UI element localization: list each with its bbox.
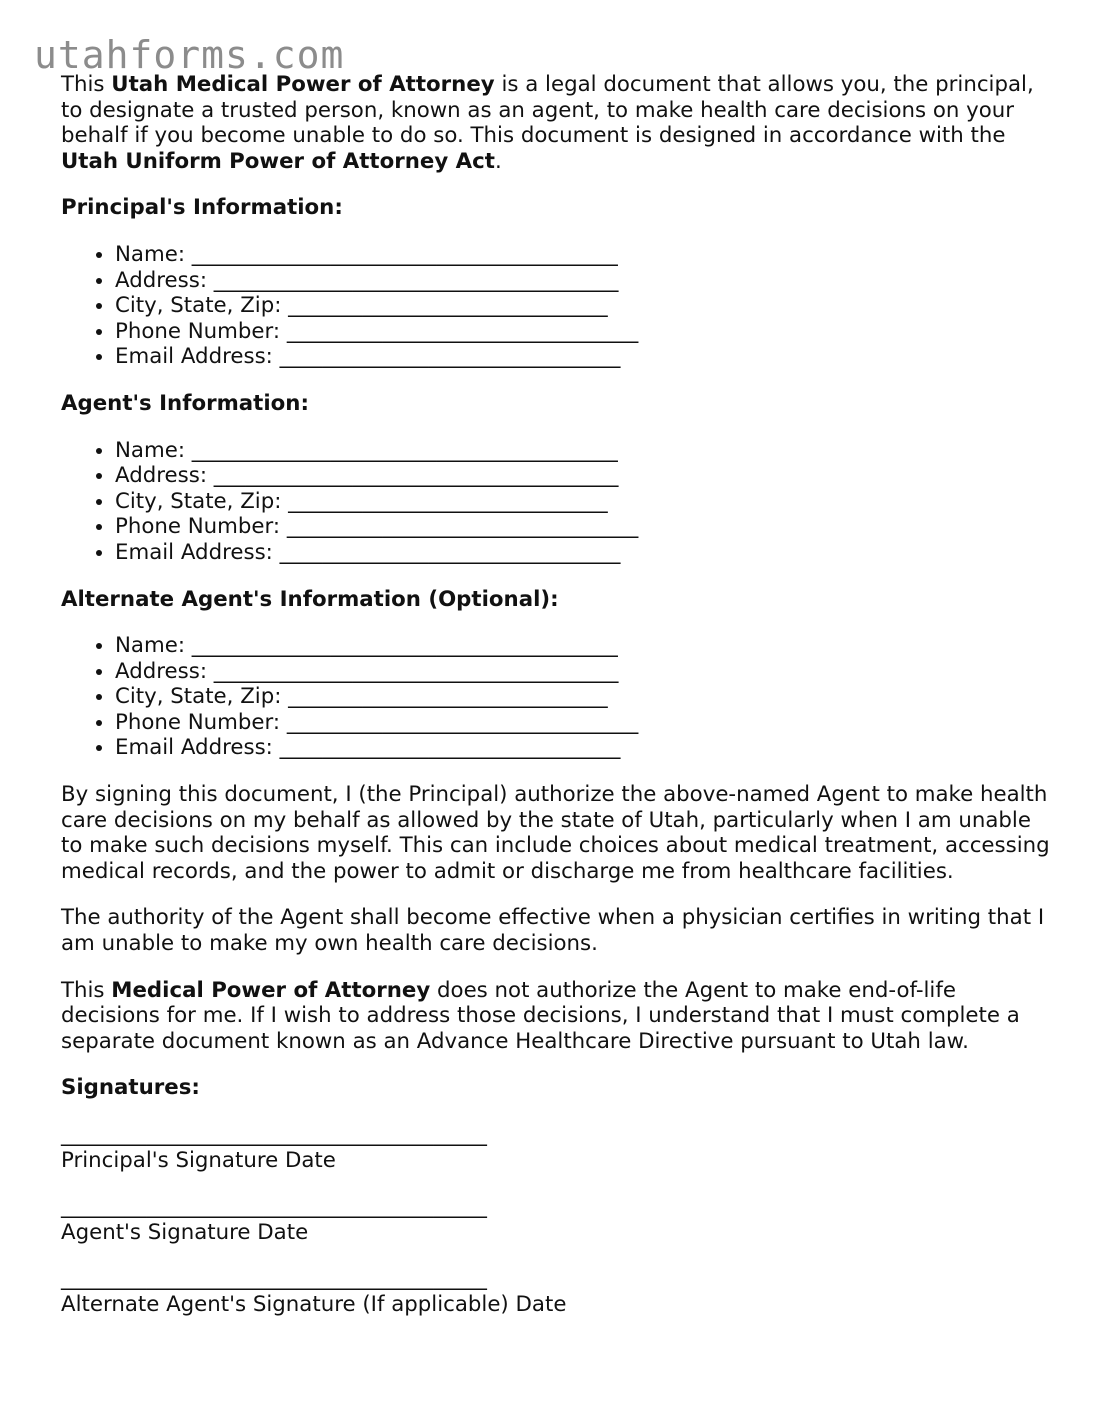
scope-text: This [61, 977, 112, 1003]
agent-heading: Agent's Information: [61, 390, 309, 416]
intro-text: This [61, 72, 112, 97]
intro-text: is a legal document that allows you, the principal, to designate a trusted person, known as an agent, to make health care decisions on your behalf if you become unable to do so. This document is designed in accordance with the [61, 72, 1034, 149]
scope-paragraph [61, 978, 1051, 1055]
principal-city-state-zip-field[interactable]: • City, State, Zip: ______________________________ [115, 293, 1051, 319]
agent-signature-label: Agent's Signature Date [61, 1219, 309, 1245]
alternate-signature-block [61, 1266, 1051, 1317]
effective-paragraph: The authority of the Agent shall become effective when a physician certifies in writing that I am unable to make my own health care decisions. [61, 905, 1045, 957]
alternate-email-field[interactable]: • Email Address: ________________________________ [115, 735, 1051, 761]
principal-phone-field[interactable]: • Phone Number: _________________________________ [115, 319, 1051, 345]
document-body [61, 72, 1051, 1339]
scope-text: does not authorize the Agent to make end-of-life decisions for me. If I wish to address those decisions, I understand that I must complete a separate document known as an Advance Healthcare Directive pursuant to Utah law. [61, 977, 1020, 1054]
principal-email-field[interactable]: • Email Address: ________________________________ [115, 344, 1051, 370]
alternate-agent-heading: Alternate Agent's Information (Optional): [61, 586, 559, 612]
alternate-address-field[interactable]: • Address: ______________________________________ [115, 659, 1051, 685]
alternate-name-field[interactable]: • Name: ________________________________________ [115, 633, 1051, 659]
scope-bold-title: Medical Power of Attorney [111, 977, 431, 1003]
agent-city-state-zip-field[interactable]: • City, State, Zip: ______________________________ [115, 489, 1051, 515]
signatures-heading: Signatures: [61, 1075, 200, 1101]
alternate-phone-field[interactable]: • Phone Number: _________________________________ [115, 710, 1051, 736]
principal-name-field[interactable]: • Name: ________________________________________ [115, 242, 1051, 268]
principal-signature-label: Principal's Signature Date [61, 1147, 336, 1173]
principal-fields [61, 242, 1051, 370]
agent-signature-line[interactable]: ________________________________________ [61, 1194, 487, 1220]
principal-address-field[interactable]: • Address: ______________________________________ [115, 268, 1051, 294]
agent-address-field[interactable]: • Address: ______________________________________ [115, 463, 1051, 489]
principal-signature-line[interactable]: ________________________________________ [61, 1122, 487, 1147]
authorization-paragraph: By signing this document, I (the Principal) authorize the above-named Agent to make health care decisions on my behalf as allowed by the state of Utah, particularly when I am unable to make such decisions myself. This can include choices about medical treatment, accessing medical records, and the power to admit or discharge me from healthcare facilities. [61, 782, 1050, 884]
agent-signature-block [61, 1194, 1051, 1245]
principal-heading: Principal's Information: [61, 195, 343, 221]
alternate-agent-fields [61, 633, 1051, 761]
alternate-city-state-zip-field[interactable]: • City, State, Zip: ______________________________ [115, 684, 1051, 710]
intro-paragraph [61, 72, 1051, 174]
intro-bold-act: Utah Uniform Power of Attorney Act [61, 148, 495, 174]
alternate-signature-label: Alternate Agent's Signature (If applicable) Date [61, 1291, 567, 1317]
agent-email-field[interactable]: • Email Address: ________________________________ [115, 540, 1051, 566]
agent-phone-field[interactable]: • Phone Number: _________________________________ [115, 514, 1051, 540]
watermark-logo: utahforms.com [34, 33, 345, 77]
agent-name-field[interactable]: • Name: ________________________________________ [115, 438, 1051, 464]
alternate-signature-line[interactable]: ________________________________________ [61, 1266, 487, 1292]
intro-bold-title: Utah Medical Power of Attorney [111, 72, 495, 97]
agent-fields [61, 438, 1051, 566]
principal-signature-block [61, 1122, 1051, 1173]
intro-text: . [494, 148, 502, 174]
